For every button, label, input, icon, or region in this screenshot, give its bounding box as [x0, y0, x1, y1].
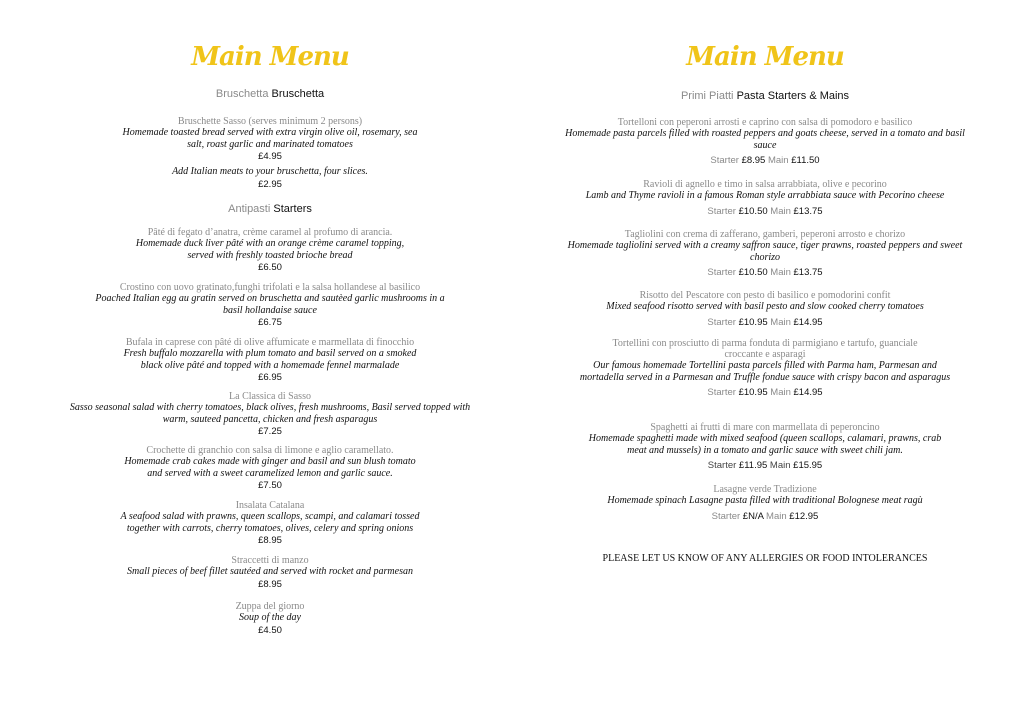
- menu-title: Main Menu: [686, 42, 844, 72]
- section-english: Pasta Starters & Mains: [736, 90, 850, 102]
- item-italian-name: Bruschette Sasso (serves minimum 2 persons): [177, 116, 363, 127]
- main-label: Main: [769, 460, 791, 471]
- item-description: Homemade spinach Lasagne pasta filled with traditional Bolognese meat ragù: [607, 495, 923, 506]
- item-price: £7.25: [258, 426, 282, 437]
- item-description: Poached Italian egg au gratin served on bruschetta and sautèed garlic mushrooms in a basil hollandaise sauce: [95, 293, 445, 316]
- item-italian-name: Spaghetti ai frutti di mare con marmellata di peperoncino: [650, 422, 880, 433]
- item-description: Small pieces of beef fillet sautéed and served with rocket and parmesan: [127, 566, 413, 577]
- starter-price: £10.50: [738, 267, 768, 278]
- section-heading-bruschetta: [60, 88, 480, 100]
- starter-label: Starter: [707, 267, 736, 278]
- item-price: £8.95: [258, 578, 282, 590]
- menu-item: [60, 555, 480, 591]
- main-label: Main: [766, 510, 787, 522]
- starter-label: Starter: [707, 460, 737, 471]
- item-italian-name: Tagliolini con crema di zafferano, gamberi, peperoni arrosto e chorizo: [624, 229, 906, 240]
- item-italian-name: La Classica di Sasso: [229, 391, 311, 402]
- main-price: £13.75: [793, 267, 823, 278]
- main-price: £12.95: [789, 510, 819, 522]
- item-price: [560, 266, 970, 279]
- main-label: Main: [770, 205, 791, 217]
- item-description: Homemade duck liver pâté with an orange crème caramel topping, served with freshly toasted brioche bread: [135, 238, 405, 261]
- menu-item: [560, 290, 970, 329]
- menu-item: [60, 500, 480, 547]
- main-label: Main: [770, 387, 791, 398]
- item-price: [560, 510, 970, 523]
- main-label: Main: [767, 155, 789, 166]
- item-price: £6.50: [258, 262, 282, 273]
- item-italian-name: Tortellini con prosciutto di parma fonduta di parmigiano e tartufo, guanciale croccante e asparagi: [612, 338, 918, 360]
- menu-item: [60, 391, 480, 438]
- item-description: Lamb and Thyme ravioli in a famous Roman style arrabbiata sauce with Pecorino cheese: [585, 190, 945, 201]
- starter-label: Starter: [707, 387, 736, 398]
- main-label: Main: [770, 316, 791, 328]
- item-price: £6.95: [258, 372, 282, 383]
- menu-item: [60, 337, 480, 384]
- menu-item: [560, 229, 970, 279]
- starter-price: £10.95: [738, 387, 768, 398]
- item-price: £2.95: [258, 178, 282, 190]
- item-italian-name: Bufala in caprese con pâté di olive affumicate e marmellata di finocchio: [125, 337, 415, 348]
- starter-label: Starter: [710, 155, 739, 166]
- starter-price: £10.95: [738, 316, 768, 328]
- item-price: [560, 386, 970, 399]
- item-italian-name: Tortelloni con peperoni arrosti e caprino con salsa di pomodoro e basilico: [617, 117, 913, 128]
- item-price: £4.50: [258, 624, 282, 636]
- item-description: Homemade pasta parcels filled with roasted peppers and goats cheese, served in a tomato and basil sauce: [565, 128, 965, 151]
- menu-title: Main Menu: [191, 42, 349, 72]
- section-heading-starters: [60, 203, 480, 215]
- main-price: £11.50: [791, 155, 820, 166]
- menu-item: [60, 116, 480, 163]
- menu-item: [560, 484, 970, 523]
- item-italian-name: Zuppa del giorno: [235, 601, 305, 612]
- item-price: [560, 459, 970, 472]
- item-price: [560, 205, 970, 218]
- main-price: £15.95: [793, 460, 823, 471]
- item-italian-name: Pâté di fegato d’anatra, crème caramel al profumo di arancia.: [147, 227, 393, 238]
- item-description: Homemade crab cakes made with ginger and basil and sun blush tomato and served with a sweet caramelized lemon and garlic sauce.: [124, 456, 416, 479]
- section-italian: Antipasti: [228, 203, 271, 215]
- main-price: £13.75: [793, 205, 823, 217]
- section-english: Bruschetta: [271, 88, 325, 100]
- allergy-notice: PLEASE LET US KNOW OF ANY ALLERGIES OR FOOD INTOLERANCES: [602, 553, 928, 564]
- item-price: [560, 316, 970, 329]
- menu-item: [560, 179, 970, 218]
- item-italian-name: Lasagne verde Tradizione: [713, 484, 817, 495]
- starter-label: Starter: [707, 205, 736, 217]
- menu-item: [60, 601, 480, 637]
- starter-price: £10.50: [738, 205, 768, 217]
- menu-item: [60, 445, 480, 492]
- item-description: Add Italian meats to your bruschetta, four slices.: [172, 166, 368, 177]
- item-italian-name: Risotto del Pescatore con pesto di basilico e pomodorini confit: [639, 290, 891, 301]
- starter-price: £11.95: [738, 460, 768, 471]
- menu-item: [560, 117, 970, 167]
- menu-item: [60, 282, 480, 329]
- item-italian-name: Crostino con uovo gratinato,funghi trifolati e la salsa hollandese al basilico: [119, 282, 421, 293]
- section-italian: Primi Piatti: [680, 90, 734, 102]
- section-english: Starters: [273, 203, 312, 215]
- item-price: £8.95: [258, 535, 282, 546]
- item-description: Fresh buffalo mozzarella with plum tomato and basil served on a smoked black olive pâté and topped with a homemade fennel marmalade: [123, 348, 417, 371]
- item-italian-name: Straccetti di manzo: [231, 555, 309, 566]
- item-italian-name: Ravioli di agnello e timo in salsa arrabbiata, olive e pecorino: [643, 179, 887, 190]
- menu-item: [560, 422, 970, 472]
- item-description: A seafood salad with prawns, queen scallops, scampi, and calamari tossed together with carrots, cherry tomatoes, olives, celery and spring onions: [120, 511, 420, 534]
- section-heading-pasta: [560, 90, 970, 102]
- starter-label: Starter: [711, 510, 741, 522]
- item-price: £7.50: [258, 480, 282, 491]
- item-description: Our famous homemade Tortellini pasta parcels filled with Parma ham, Parmesan and mortadella served in a Parmesan and Truffle fondue sauce with crispy bacon and asparagus: [579, 360, 951, 383]
- item-italian-name: Insalata Catalana: [235, 500, 305, 511]
- item-description: Soup of the day: [239, 612, 301, 623]
- item-description: Sasso seasonal salad with cherry tomatoes, black olives, fresh mushrooms, Basil served topped with warm, sauteed pancetta, chicken and fresh asparagus: [69, 402, 471, 425]
- item-description: Mixed seafood risotto served with basil pesto and slow cooked cherry tomatoes: [606, 301, 924, 312]
- main-label: Main: [770, 267, 791, 278]
- item-price: [560, 154, 970, 167]
- item-description: Homemade toasted bread served with extra virgin olive oil, rosemary, sea salt, roast garlic and marinated tomatoes: [122, 127, 418, 150]
- item-italian-name: Crochette di granchio con salsa di limone e aglio caramellato.: [146, 445, 394, 456]
- menu-item: [60, 227, 480, 274]
- main-price: £14.95: [793, 387, 823, 398]
- menu-item: [560, 338, 970, 399]
- main-price: £14.95: [793, 316, 823, 328]
- starter-price: £N/A: [742, 510, 764, 522]
- item-price: £4.95: [258, 151, 282, 162]
- starter-price: £8.95: [741, 155, 766, 166]
- menu-item: [60, 166, 480, 191]
- starter-label: Starter: [707, 316, 736, 328]
- item-description: Homemade tagliolini served with a creamy saffron sauce, tiger prawns, roasted peppers and sweet chorizo: [567, 240, 963, 263]
- item-description: Homemade spaghetti made with mixed seafood (queen scallops, calamari, prawns, crab meat and mussels) in a tomato and garlic sauce with sweet chili jam.: [588, 433, 942, 456]
- item-price: £6.75: [258, 317, 282, 328]
- section-italian: Bruschetta: [215, 88, 269, 100]
